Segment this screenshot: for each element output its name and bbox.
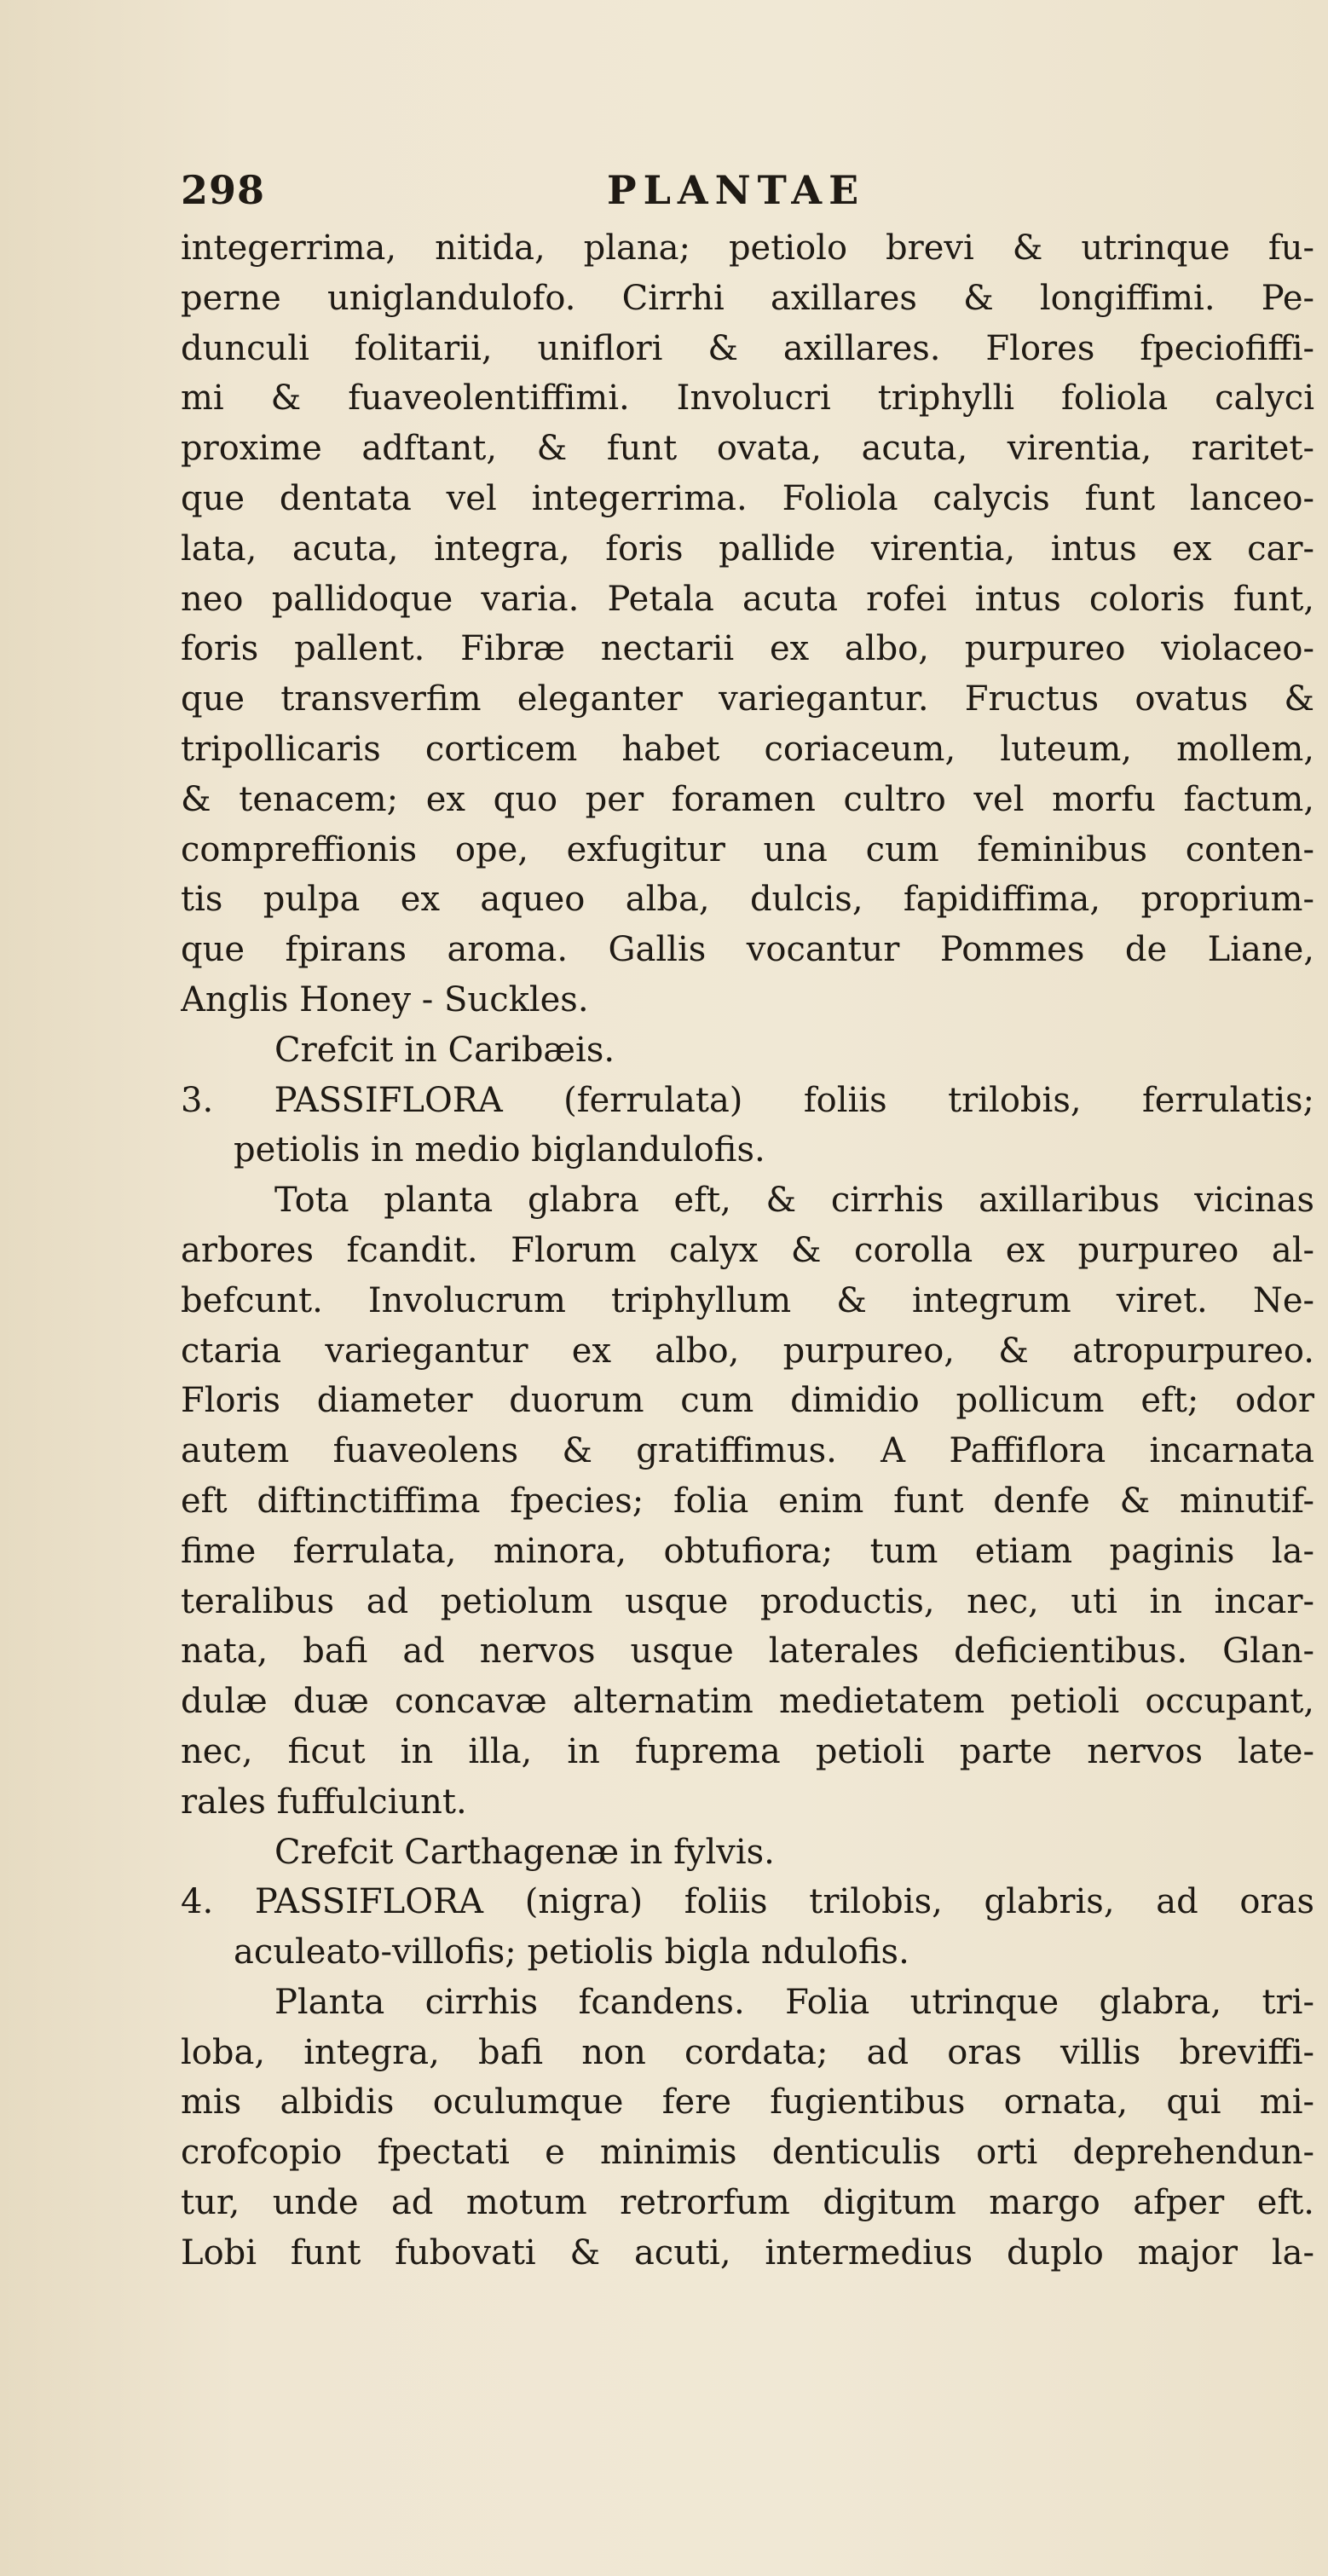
text-line: 3. PASSIFLORA (ferrulata) foliis trilobis, ferrulatis; (181, 1080, 1314, 1120)
text-line: rales fuffulciunt. (181, 1782, 467, 1822)
text-line: foris pallent. Fibræ nectarii ex albo, purpureo violaceo- (181, 629, 1314, 669)
text-line: Tota planta glabra eft, & cirrhis axillaribus vicinas (274, 1181, 1314, 1221)
text-line: proxime adftant, & funt ovata, acuta, virentia, raritet- (181, 429, 1314, 469)
text-line: mis albidis oculumque fere fugientibus ornata, qui mi- (181, 2082, 1314, 2123)
text-line: que dentata vel integerrima. Foliola calycis funt lanceo- (181, 478, 1314, 518)
text-line: dulæ duæ concavæ alternatim medietatem petioli occupant, (181, 1682, 1314, 1722)
text-line: 4. PASSIFLORA (nigra) foliis trilobis, glabris, ad oras (181, 1882, 1314, 1922)
text-line: eft diftinctiffima fpecies; folia enim funt denfe & minutif- (181, 1481, 1314, 1521)
text-line: lata, acuta, integra, foris pallide virentia, intus ex car- (181, 528, 1314, 569)
text-line: compreffionis ope, exfugitur una cum feminibus conten- (181, 829, 1314, 869)
text-line: crofcopio fpectati e minimis denticulis orti deprehendun- (181, 2133, 1314, 2173)
text-line: fime ferrulata, minora, obtufiora; tum etiam paginis la- (181, 1531, 1314, 1571)
text-line: nata, bafi ad nervos usque laterales deficientibus. Glan- (181, 1632, 1314, 1672)
text-line: que transverfim eleganter variegantur. Fructus ovatus & (181, 679, 1314, 719)
text-line: perne uniglandulofo. Cirrhi axillares & longiffimi. Pe- (181, 278, 1314, 318)
text-line: petiolis in medio biglandulofis. (234, 1130, 765, 1170)
text-line: ctaria variegantur ex albo, purpureo, & atropurpureo. (181, 1331, 1314, 1371)
text-line: aculeato-villofis; petiolis bigla ndulofis. (234, 1932, 909, 1972)
text-line: Anglis Honey - Suckles. (181, 979, 589, 1019)
text-line: loba, integra, bafi non cordata; ad oras villis breviffi- (181, 2032, 1314, 2072)
text-line: teralibus ad petiolum usque productis, nec, uti in incar- (181, 1581, 1314, 1621)
text-line: dunculi folitarii, uniflori & axillares. Flores fpeciofiffi- (181, 328, 1314, 368)
text-line: nec, ficut in illa, in fuprema petioli parte nervos late- (181, 1731, 1314, 1771)
running-head: PLANTAE (607, 167, 866, 213)
text-line: tripollicaris corticem habet coriaceum, luteum, mollem, (181, 729, 1314, 769)
text-line: befcunt. Involucrum triphyllum & integrum viret. Ne- (181, 1280, 1314, 1320)
text-line: arbores fcandit. Florum calyx & corolla ex purpureo al- (181, 1230, 1314, 1270)
text-line: integerrima, nitida, plana; petiolo brevi & utrinque fu- (181, 228, 1314, 268)
text-line: & tenacem; ex quo per foramen cultro vel morfu factum, (181, 779, 1314, 819)
page-number: 298 (181, 167, 266, 213)
text-line: neo pallidoque varia. Petala acuta rofei intus coloris funt, (181, 579, 1314, 619)
body-text (181, 223, 1314, 2279)
page-header (181, 167, 1314, 218)
text-line: Lobi funt fubovati & acuti, intermedius duplo major la- (181, 2232, 1314, 2273)
text-line: tis pulpa ex aqueo alba, dulcis, fapidiffima, proprium- (181, 880, 1314, 920)
text-line: tur, unde ad motum retrorfum digitum margo afper eft. (181, 2183, 1314, 2223)
text-line: Floris diameter duorum cum dimidio pollicum eft; odor (181, 1381, 1314, 1421)
text-line: que fpirans aroma. Gallis vocantur Pommes de Liane, (181, 930, 1314, 970)
text-line: autem fuaveolens & gratiffimus. A Paffiflora incarnata (181, 1431, 1314, 1471)
text-line: Crefcit in Caribæis. (274, 1030, 615, 1070)
text-line: Crefcit Carthagenæ in fylvis. (274, 1832, 775, 1872)
text-line: mi & fuaveolentiffimi. Involucri triphylli foliola calyci (181, 378, 1314, 419)
text-line: Planta cirrhis fcandens. Folia utrinque glabra, tri- (274, 1982, 1314, 2022)
